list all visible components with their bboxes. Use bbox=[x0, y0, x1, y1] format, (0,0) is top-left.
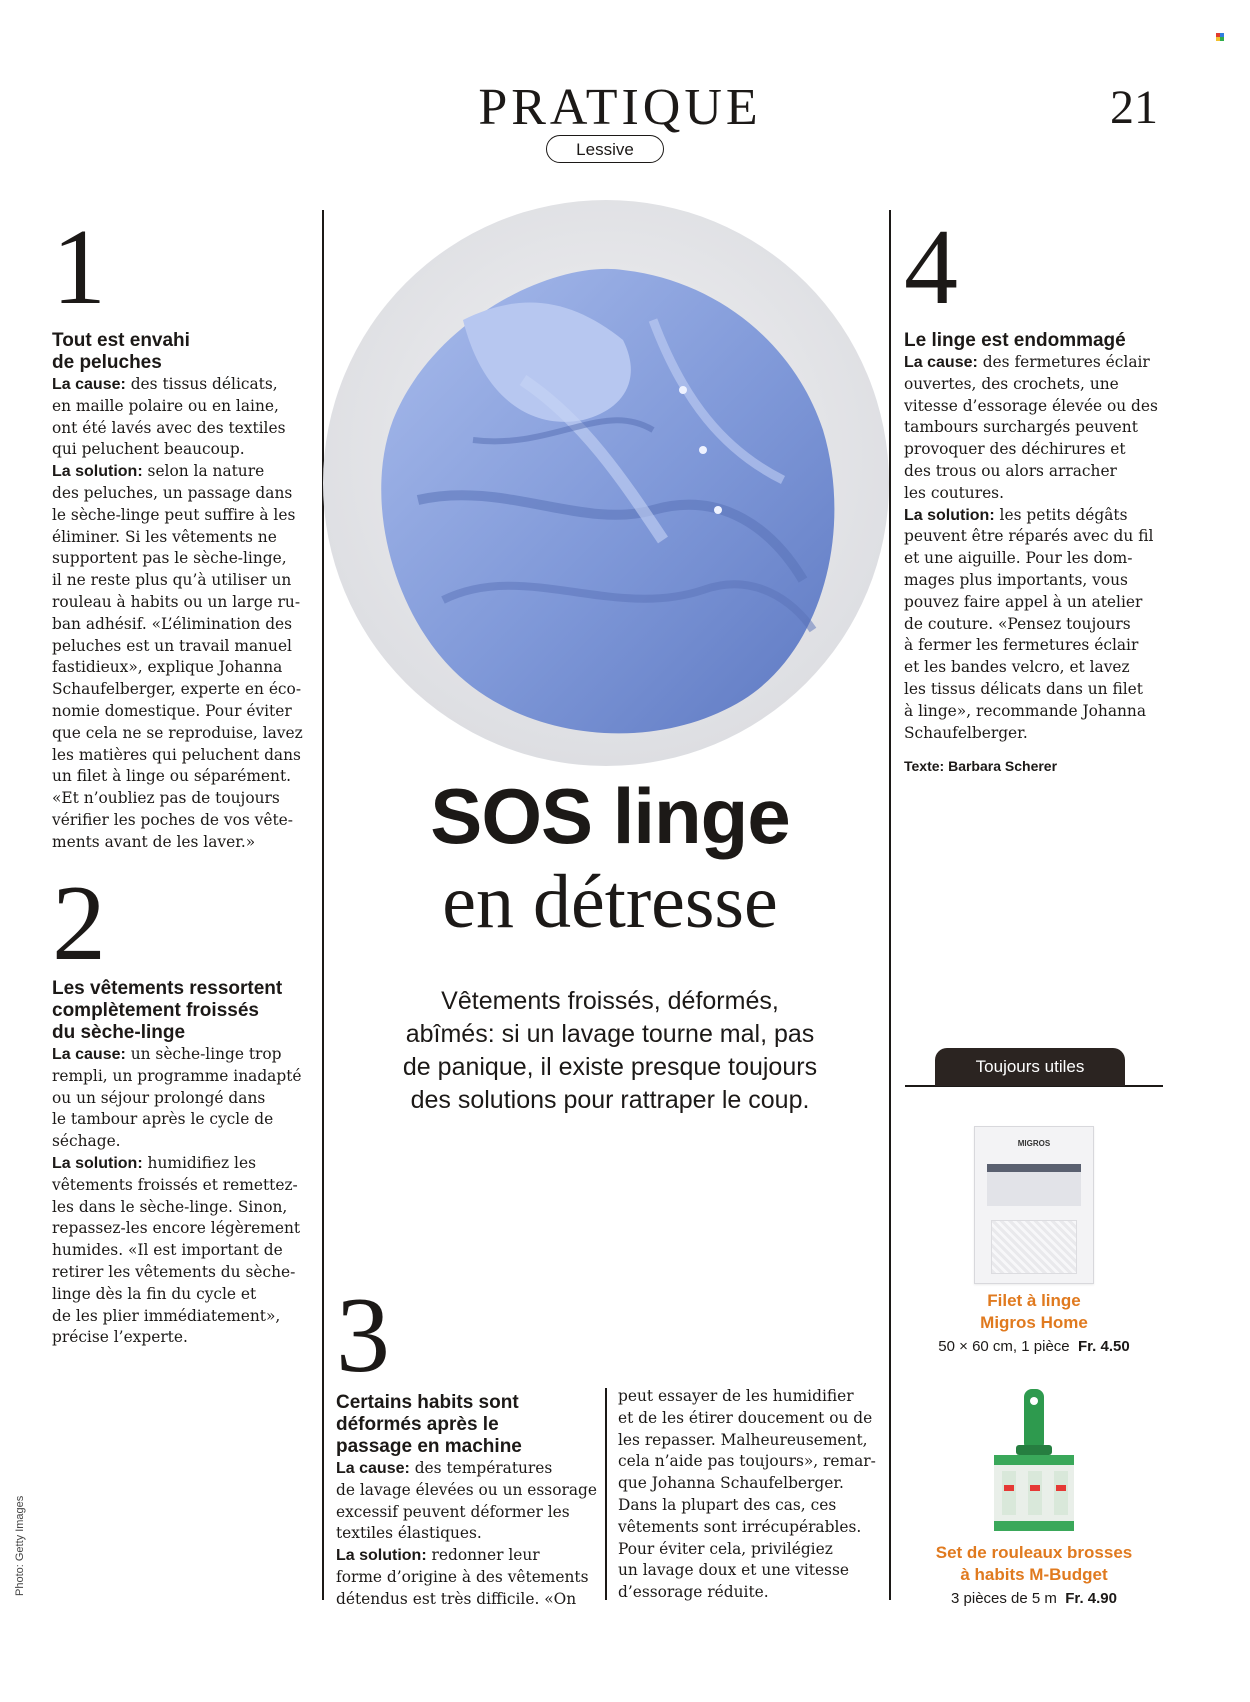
cause-label: La cause: bbox=[52, 376, 126, 393]
section-3-continued: peut essayer de les humidifier et de les étirer doucement ou de les repasser. Malheureusement, cela n’aide pas toujours», remar- que Johanna Schaufelberger. Dans la plupart des cas, ces vêtements sont irrécupérables. Pour éviter cela, privilégiez un lavage doux et une vitesse d’essorage réduite. bbox=[618, 1387, 876, 1602]
article-lead: Vêtements froissés, déformés, abîmés: si un lavage tourne mal, pas de panique, il existe presque toujours des solutions pour rattraper le coup. bbox=[402, 987, 818, 1114]
sidebar-tab: Toujours utiles bbox=[935, 1048, 1125, 1086]
section-3 bbox=[336, 1276, 606, 1611]
product-meta: 50 × 60 cm, 1 pièce Fr. 4.50 bbox=[938, 1338, 1130, 1355]
color-mark-icon bbox=[1216, 33, 1224, 41]
section-heading: Les vêtements ressortent complètement froissés du sèche-linge bbox=[52, 978, 283, 1043]
page-number: 21 bbox=[1110, 81, 1158, 134]
section-number: 4 bbox=[904, 208, 958, 327]
subsection-pill: Lessive bbox=[546, 135, 664, 163]
net-mesh-icon bbox=[991, 1220, 1077, 1274]
section-4 bbox=[904, 208, 1194, 775]
section-heading: Tout est envahi de peluches bbox=[52, 330, 190, 373]
laundry-net-package bbox=[974, 1126, 1094, 1284]
solution-label: La solution: bbox=[52, 1154, 143, 1172]
section-heading: Certains habits sont déformés après le passage en machine bbox=[336, 1392, 522, 1457]
package-label-icon bbox=[987, 1164, 1081, 1206]
product-price: Fr. 4.90 bbox=[1065, 1590, 1117, 1607]
article-title-line2: en détresse bbox=[442, 860, 778, 944]
section-1 bbox=[52, 208, 314, 854]
section-title: PRATIQUE bbox=[478, 79, 762, 136]
solution-label: La solution: bbox=[904, 506, 995, 524]
section-number: 3 bbox=[336, 1276, 390, 1395]
solution-label: La solution: bbox=[52, 463, 143, 481]
lint-roller-image bbox=[980, 1385, 1090, 1537]
section-number: 2 bbox=[52, 864, 106, 983]
section-2 bbox=[52, 864, 320, 1349]
shirt-photo bbox=[323, 200, 889, 766]
article-title: SOS linge bbox=[430, 772, 790, 860]
section-body: La cause: des fermetures éclair ouvertes, des crochets, une vitesse d’essorage élevée ou des tambours surchargés peuvent provoquer des déchirures et des trous ou alors arracher les coutures. La solution: les petits dégâts peuvent être réparés avec du fil et une aiguille. Pour les dom- mages plus importants, vous pouvez faire appel à un atelier de couture. «Pensez toujours à fermer les fermetures éclair et les bandes velcro, et lavez les tissus délicats dans un filet à linge», recommande Johanna Schaufelberger. bbox=[904, 353, 1158, 742]
author-credit: Texte: Barbara Scherer bbox=[904, 758, 1058, 775]
package-brand: MIGROS bbox=[1017, 1139, 1051, 1148]
product-name: Set de rouleaux brosses à habits M-Budget bbox=[935, 1543, 1133, 1584]
cause-label: La cause: bbox=[52, 1046, 126, 1063]
product-name: Filet à linge Migros Home bbox=[980, 1291, 1088, 1332]
section-number: 1 bbox=[52, 208, 106, 327]
section-body: La cause: des températures de lavage élevées ou un essorage excessif peuvent déformer les textiles élastiques. La solution: redonner leur forme d’origine à des vêtements détendus est très difficile. «On bbox=[336, 1459, 597, 1608]
cause-label: La cause: bbox=[336, 1460, 410, 1477]
solution-label: La solution: bbox=[336, 1547, 427, 1565]
section-body: La cause: des tissus délicats, en maille polaire ou en laine, ont été lavés avec des textiles qui peluchent beaucoup. La solution: selon la nature des peluches, un passage dans le sèche-linge peut suffire à les éliminer. Si les vêtements ne supportent pas le sèche-linge, il ne reste plus qu’à utiliser un rouleau à habits ou un large ru- ban adhésif. «L’élimination des peluches est un travail manuel fastidieux», explique Johanna Schaufelberger, experte en éco- nomie domestique. Pour éviter que cela ne se reproduise, lavez les matières qui peluchent dans un filet à linge ou séparément. «Et n’oubliez pas de toujours vérifier les poches de vos vête- ments avant de les laver.» bbox=[52, 375, 303, 851]
product-meta: 3 pièces de 5 m Fr. 4.90 bbox=[951, 1590, 1117, 1607]
product-price: Fr. 4.50 bbox=[1077, 1338, 1130, 1355]
section-body: La cause: un sèche-linge trop rempli, un programme inadapté ou un séjour prolongé dans le tambour après le cycle de séchage. La solution: humidifiez les vêtements froissés et remettez- les dans le sèche-linge. Sinon, repassez-les encore légèrement humides. «Il est important de retirer les vêtements du sèche- linge dès la fin du cycle et de les plier immédiatement», précise l’experte. bbox=[52, 1045, 302, 1347]
photo-credit: Photo: Getty Images bbox=[14, 1495, 26, 1596]
cause-label: La cause: bbox=[904, 354, 978, 371]
section-heading: Le linge est endommagé bbox=[904, 330, 1126, 351]
